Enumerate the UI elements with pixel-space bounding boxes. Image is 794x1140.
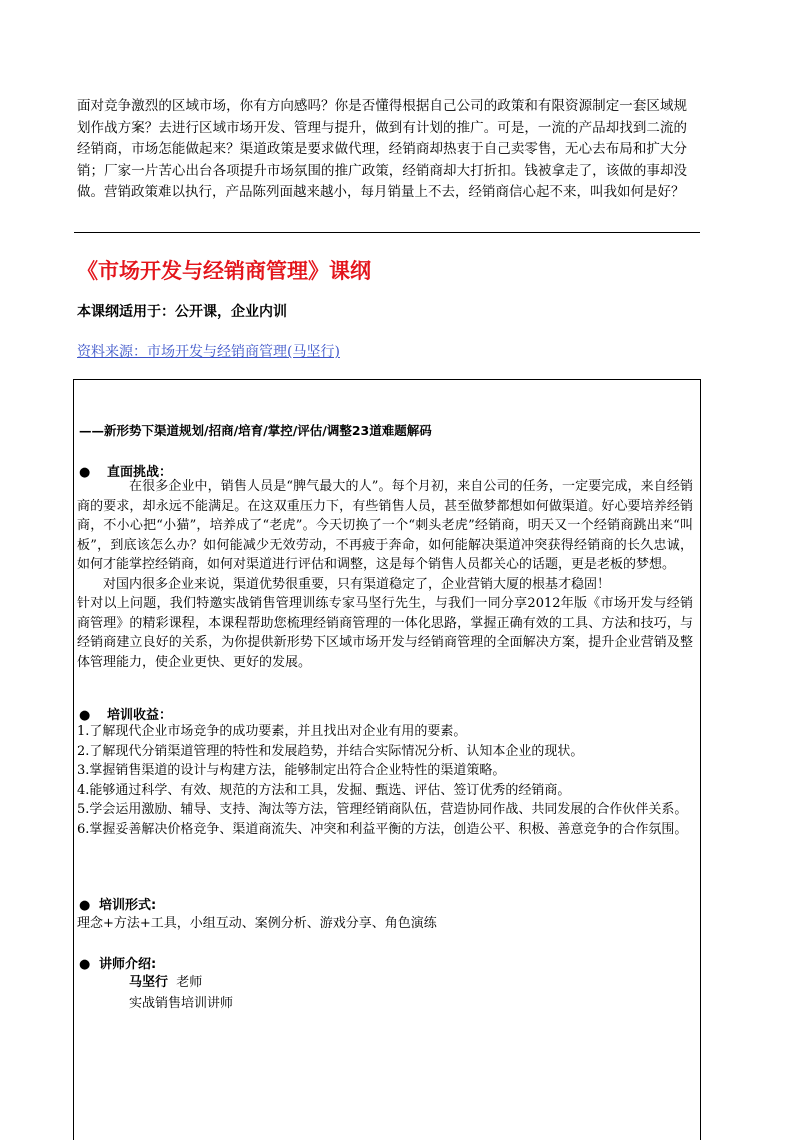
teacher-honorific: 老师: [176, 975, 203, 990]
challenge-paragraph-2: 对国内很多企业来说，渠道优势很重要，只有渠道稳定了，企业营销大厦的根基才稳固！: [103, 576, 611, 592]
list-item: 6.掌握妥善解决价格竞争、渠道商流失、冲突和利益平衡的方法，创造公平、积极、善意竞争的合作氛围。: [77, 821, 688, 837]
intro-paragraph: 面对竞争激烈的区域市场，你有方向感吗？你是否懂得根据自己公司的政策和有限资源制定一套区域规划作战方案？去进行区域市场开发、管理与提升，做到有计划的推广。可是，一流的产品却找到二流的经销商，市场怎能做起来？渠道政策是要求做代理，经销商却热衷于自己卖零售，无心去布局和扩大分销；厂家一片苦心出台各项提升市场氛围的推广政策，经销商却大打折扣。钱被拿走了，该做的事却没做。营销政策难以执行，产品陈列面越来越小，每月销量上不去，经销商信心起不来，叫我如何是好？: [77, 98, 687, 201]
list-item: 3.掌握销售渠道的设计与构建方法，能够制定出符合企业特性的渠道策略。: [77, 763, 506, 778]
section-heading-format: [79, 894, 156, 913]
challenge-paragraph-3: 针对以上问题，我们特邀实战销售管理训练专家马坚行先生，与我们一同分享2012年版《市场开发与经销商管理》的精彩课程，本课程帮助您梳理经销商管理的一体化思路，掌握正确有效的工具、方法和技巧，与经销商建立良好的关系，为你提供新形势下区域市场开发与经销商管理的全面解决方案，提升企业营销及整体管理能力，使企业更快、更好的发展。: [77, 596, 693, 670]
applies-to-line: 本课纲适用于：公开课，企业内训: [77, 304, 287, 320]
intro-text: [77, 96, 687, 204]
course-outline-box: [73, 379, 701, 1140]
list-item: 2.了解现代分销渠道管理的特性和发展趋势，并结合实际情况分析、认知本企业的现状。: [77, 743, 584, 759]
outline-subtitle: ——新形势下渠道规划/招商/培育/掌控/评估/调整23道难题解码: [79, 423, 432, 438]
bullet-icon: ●: [79, 898, 91, 913]
section-title: 培训收益：: [107, 708, 173, 723]
section-heading-teacher: [79, 953, 156, 972]
section-title: 培训形式:: [99, 898, 157, 913]
page-title: 《市场开发与经销商管理》课纲: [77, 259, 371, 283]
horizontal-divider: [74, 232, 700, 233]
bullet-icon: ●: [79, 957, 91, 972]
challenge-paragraph-1: 在很多企业中，销售人员是“脾气最大的人”。每个月初，来自公司的任务，一定要完成，来自经销商的要求，却永远不能满足。在这双重压力下，有些销售人员，甚至做梦都想如何做渠道。好心要培养经销商，不小心把“小猫”，培养成了“老虎”。今天切换了一个“刺头老虎”经销商，明天又一个经销商跳出来“叫板”，到底该怎么办？如何能减少无效劳动，不再疲于奔命，如何能解决渠道冲突获得经销商的长久忠诚，如何才能掌控经销商，如何对渠道进行评估和调整，这是每个销售人员都关心的话题，更是老板的梦想。: [77, 479, 693, 572]
format-text: 理念+方法+工具，小组互动、案例分析、游戏分享、角色演练: [77, 916, 437, 931]
teacher-name-line: [129, 971, 202, 990]
benefits-list: [77, 722, 693, 839]
list-item: 4.能够通过科学、有效、规范的方法和工具，发掘、甄选、评估、签订优秀的经销商。: [77, 782, 571, 798]
section-heading-benefits: [79, 704, 172, 723]
teacher-title: 实战销售培训讲师: [129, 996, 234, 1011]
bullet-icon: ●: [79, 465, 91, 480]
list-item: 1.了解现代企业市场竞争的成功要素，并且找出对企业有用的要素。: [77, 724, 467, 739]
challenge-body: [77, 477, 693, 672]
teacher-name: 马坚行: [129, 975, 169, 990]
format-body: [77, 914, 693, 934]
section-title: 直面挑战：: [107, 465, 173, 480]
bullet-icon: ●: [79, 708, 91, 723]
list-item: 5.学会运用激励、辅导、支持、淘汰等方法，管理经销商队伍，营造协同作战、共同发展的合作伙伴关系。: [77, 802, 688, 817]
source-link[interactable]: 资料来源：市场开发与经销商管理(马坚行): [77, 344, 340, 360]
section-title: 讲师介绍:: [99, 957, 157, 972]
